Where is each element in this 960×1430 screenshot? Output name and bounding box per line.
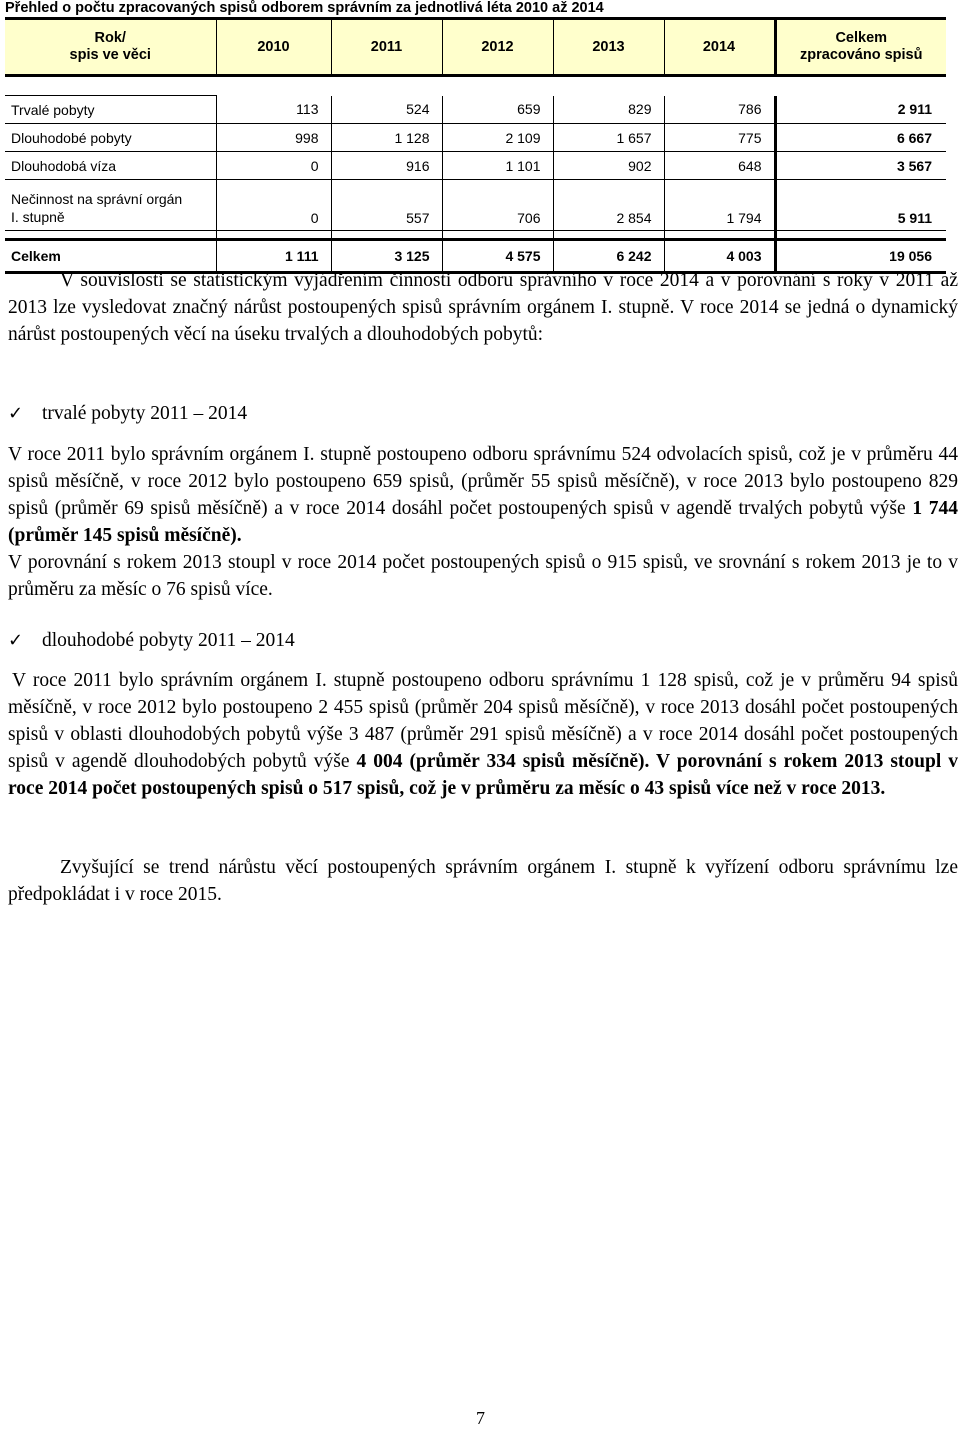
cell-total: 2 911 bbox=[775, 96, 946, 124]
cell-value: 4 003 bbox=[664, 240, 775, 273]
section1-paragraph: V roce 2011 bylo správním orgánem I. stupně postoupeno odboru správnímu 524 odvolacích spisů, což je v průměru 44 spisů měsíčně, v roce 2012 bylo postoupeno 659 spisů, (průměr 55 spisů měsíčně), v roce 2013 bylo postoupeno 829 spisů (průměr 69 spisů měsíčně) a v roce 2014 dosáhl počet postoupených spisů v agendě trvalých pobytů výše 1 744 (průměr 145 spisů měsíčně). bbox=[8, 444, 959, 546]
header-corner: Rok/ spis ve věci bbox=[5, 19, 216, 76]
section1-conclusion: V porovnání s rokem 2013 stoupl v roce 2014 počet postoupených spisů o 915 spisů, ve srovnání s rokem 2013 je to v průměru za měsíc o 76 spisů více. bbox=[8, 552, 958, 600]
cell-value: 786 bbox=[664, 96, 775, 124]
cell-value: 916 bbox=[331, 152, 442, 180]
header-year: 2013 bbox=[553, 19, 664, 76]
table-row bbox=[5, 180, 946, 231]
cell-value: 2 854 bbox=[553, 180, 664, 231]
cell-value: 0 bbox=[216, 180, 331, 231]
checkmark-icon: ✓ bbox=[8, 630, 24, 651]
cell-value: 1 111 bbox=[216, 240, 331, 273]
cell-value: 1 101 bbox=[442, 152, 553, 180]
cell-value: 1 794 bbox=[664, 180, 775, 231]
row-label: Celkem bbox=[5, 240, 216, 273]
row-label: Nečinnost na správní orgán I. stupně bbox=[5, 180, 216, 231]
section-heading-trvale: ✓ trvalé pobyty 2011 – 2014 bbox=[8, 400, 247, 427]
cell-value: 659 bbox=[442, 96, 553, 124]
cell-value: 1 657 bbox=[553, 124, 664, 152]
cell-value: 775 bbox=[664, 124, 775, 152]
table-title: Přehled o počtu zpracovaných spisů odborem správním za jednotlivá léta 2010 až 2014 bbox=[5, 0, 604, 16]
cell-value: 113 bbox=[216, 96, 331, 124]
header-year: 2012 bbox=[442, 19, 553, 76]
header-year: 2011 bbox=[331, 19, 442, 76]
cell-total: 3 567 bbox=[775, 152, 946, 180]
header-year: 2010 bbox=[216, 19, 331, 76]
row-label: Trvalé pobyty bbox=[5, 96, 216, 124]
header-year: 2014 bbox=[664, 19, 775, 76]
section-heading-dlouhodobe: ✓ dlouhodobé pobyty 2011 – 2014 bbox=[8, 627, 295, 654]
closing-paragraph: Zvyšující se trend nárůstu věcí postoupených správním orgánem I. stupně k vyřízení odboru správnímu lze předpokládat i v roce 2015. bbox=[8, 857, 958, 905]
cell-value: 902 bbox=[553, 152, 664, 180]
table-header-row bbox=[5, 19, 946, 76]
cell-value: 998 bbox=[216, 124, 331, 152]
cell-value: 829 bbox=[553, 96, 664, 124]
cell-value: 2 109 bbox=[442, 124, 553, 152]
cell-total: 5 911 bbox=[775, 180, 946, 231]
section2-paragraph: V roce 2011 bylo správním orgánem I. stupně postoupeno odboru správnímu 1 128 spisů, což je v průměru 94 spisů měsíčně, v roce 2012 bylo postoupeno 2 455 spisů (průměr 204 spisů měsíčně), v roce 2013 dosáhl počet postoupených spisů v oblasti dlouhodobých pobytů výše 3 487 (průměr 291 spisů měsíčně) a v roce 2014 dosáhl počet postoupených spisů v agendě dlouhodobých pobytů výše 4 004 (průměr 334 spisů měsíčně). V porovnání s rokem 2013 stoupl v roce 2014 počet postoupených spisů o 517 spisů, což je v průměru za měsíc o 43 spisů více než v roce 2013. bbox=[8, 670, 959, 799]
cell-value: 1 128 bbox=[331, 124, 442, 152]
table-row bbox=[5, 124, 946, 152]
table-row bbox=[5, 96, 946, 124]
cell-value: 524 bbox=[331, 96, 442, 124]
cell-value: 648 bbox=[664, 152, 775, 180]
cell-value: 706 bbox=[442, 180, 553, 231]
table-row bbox=[5, 152, 946, 180]
cell-total: 6 667 bbox=[775, 124, 946, 152]
row-label: Dlouhodobé pobyty bbox=[5, 124, 216, 152]
cell-value: 4 575 bbox=[442, 240, 553, 273]
cell-value: 3 125 bbox=[331, 240, 442, 273]
header-total: Celkem zpracováno spisů bbox=[775, 19, 946, 76]
cell-value: 557 bbox=[331, 180, 442, 231]
page-number: 7 bbox=[476, 1408, 485, 1428]
cell-value: 6 242 bbox=[553, 240, 664, 273]
cell-value: 0 bbox=[216, 152, 331, 180]
checkmark-icon: ✓ bbox=[8, 403, 24, 424]
row-label: Dlouhodobá víza bbox=[5, 152, 216, 180]
intro-paragraph: V souvislosti se statistickým vyjádřením činnosti odboru správního v roce 2014 a v porovnání s roky v 2011 až 2013 lze vysledovat značný nárůst postoupených spisů správním orgánem I. stupně. V roce 2014 se jedná o dynamický nárůst postoupených věcí na úseku trvalých a dlouhodobých pobytů: bbox=[8, 270, 958, 345]
cell-total: 19 056 bbox=[775, 240, 946, 273]
statistics-table bbox=[5, 17, 946, 274]
